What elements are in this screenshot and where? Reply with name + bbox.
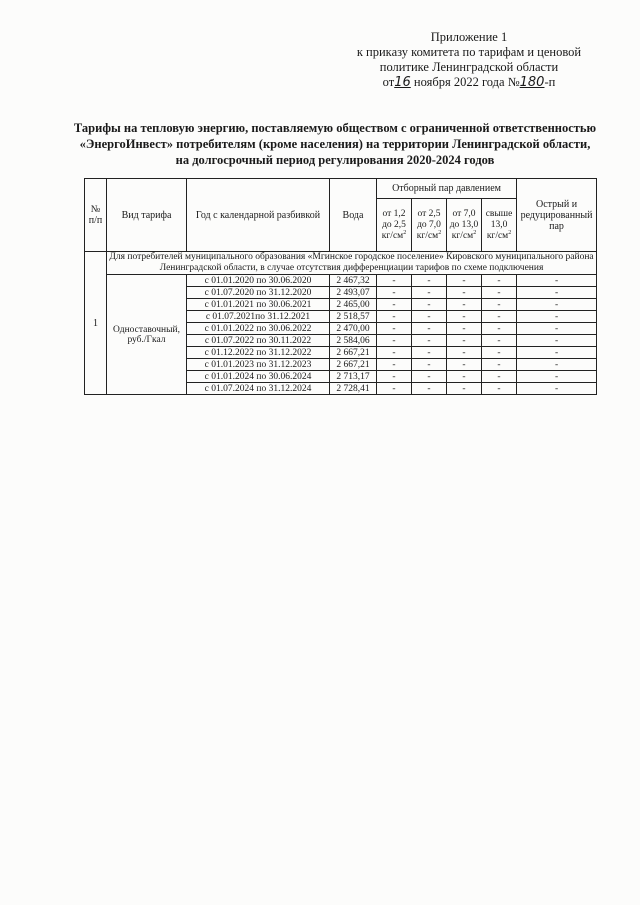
steam-tariff-cell: - xyxy=(377,383,412,395)
steam-tariff-cell: - xyxy=(412,287,447,299)
water-tariff-cell: 2 465,00 xyxy=(330,299,377,311)
steam-tariff-cell: - xyxy=(412,335,447,347)
steam-tariff-cell: - xyxy=(377,359,412,371)
steam-tariff-cell: - xyxy=(482,275,517,287)
tariff-table xyxy=(84,178,597,395)
steam-tariff-cell: - xyxy=(412,311,447,323)
water-tariff-cell: 2 584,06 xyxy=(330,335,377,347)
steam-tariff-cell: - xyxy=(377,311,412,323)
steam-tariff-cell: - xyxy=(412,323,447,335)
steam-tariff-cell: - xyxy=(482,335,517,347)
period-cell: с 01.07.2024 по 31.12.2024 xyxy=(187,383,330,395)
steam-tariff-cell: - xyxy=(447,383,482,395)
steam-tariff-cell: - xyxy=(412,275,447,287)
header-sharp-steam: Острый и редуцированный пар xyxy=(517,179,597,252)
steam-tariff-cell: - xyxy=(377,299,412,311)
steam-tariff-cell: - xyxy=(377,287,412,299)
header-pressure-4: свыше 13,0 $кг/см^2$ xyxy=(482,199,517,252)
steam-tariff-cell: - xyxy=(447,287,482,299)
appendix-title: Приложение 1 xyxy=(430,30,508,44)
steam-tariff-cell: - xyxy=(412,371,447,383)
appendix-month-year: ноября 2022 года № xyxy=(413,75,520,89)
water-tariff-cell: 2 467,32 xyxy=(330,275,377,287)
steam-tariff-cell: - xyxy=(377,275,412,287)
steam-tariff-cell: - xyxy=(447,347,482,359)
appendix-date-prefix: от xyxy=(382,75,395,89)
steam-tariff-cell: - xyxy=(517,287,597,299)
steam-tariff-cell: - xyxy=(517,275,597,287)
period-cell: с 01.07.2021по 31.12.2021 xyxy=(187,311,330,323)
steam-tariff-cell: - xyxy=(482,311,517,323)
water-tariff-cell: 2 713,17 xyxy=(330,371,377,383)
water-tariff-cell: 2 728,41 xyxy=(330,383,377,395)
steam-tariff-cell: - xyxy=(482,359,517,371)
steam-tariff-cell: - xyxy=(482,383,517,395)
steam-tariff-cell: - xyxy=(447,335,482,347)
title-line-3: на долгосрочный период регулирования 2020-2024 годов xyxy=(175,153,495,167)
header-pressure-1: от 1,2 до 2,5 $кг/см^2$ xyxy=(377,199,412,252)
water-tariff-cell: 2 518,57 xyxy=(330,311,377,323)
water-tariff-cell: 2 667,21 xyxy=(330,347,377,359)
period-cell: с 01.12.2022 по 31.12.2022 xyxy=(187,347,330,359)
steam-tariff-cell: - xyxy=(517,347,597,359)
period-cell: с 01.01.2024 по 30.06.2024 xyxy=(187,371,330,383)
steam-tariff-cell: - xyxy=(517,335,597,347)
water-tariff-cell: 2 667,21 xyxy=(330,359,377,371)
steam-tariff-cell: - xyxy=(517,299,597,311)
table-row xyxy=(85,275,597,287)
steam-tariff-cell: - xyxy=(482,287,517,299)
appendix-date-line xyxy=(354,75,584,90)
appendix-order-ref: к приказу комитета по тарифам и ценовой xyxy=(356,45,582,59)
steam-tariff-cell: - xyxy=(377,323,412,335)
document-title xyxy=(70,120,600,168)
steam-tariff-cell: - xyxy=(412,383,447,395)
steam-tariff-cell: - xyxy=(517,323,597,335)
steam-tariff-cell: - xyxy=(517,311,597,323)
header-steam-group: Отборный пар давлением xyxy=(377,179,517,199)
steam-tariff-cell: - xyxy=(447,323,482,335)
steam-tariff-cell: - xyxy=(447,275,482,287)
header-pressure-3: от 7,0 до 13,0 $кг/см^2$ xyxy=(447,199,482,252)
period-cell: с 01.01.2021 по 30.06.2021 xyxy=(187,299,330,311)
header-pressure-2: от 2,5 до 7,0 $кг/см^2$ xyxy=(412,199,447,252)
appendix-authority: политике Ленинградской области xyxy=(379,60,559,74)
appendix-day: 16 xyxy=(394,75,411,90)
steam-tariff-cell: - xyxy=(412,359,447,371)
steam-tariff-cell: - xyxy=(482,371,517,383)
steam-tariff-cell: - xyxy=(517,359,597,371)
period-cell: с 01.01.2020 по 30.06.2020 xyxy=(187,275,330,287)
header-num: № п/п xyxy=(85,179,107,252)
title-line-1: Тарифы на тепловую энергию, поставляемую обществом с ограниченной ответственностью xyxy=(73,121,597,135)
steam-tariff-cell: - xyxy=(447,371,482,383)
steam-tariff-cell: - xyxy=(482,347,517,359)
tariff-type-label: Одноставочный, руб./Гкал xyxy=(107,275,187,395)
consumer-description: Для потребителей муниципального образования «Мгинское городское поселение» Кировского муниципального района Ленинградской области, в случае отсутствия дифференциации тарифов по схеме подключения xyxy=(107,252,597,275)
steam-tariff-cell: - xyxy=(447,299,482,311)
steam-tariff-cell: - xyxy=(377,371,412,383)
steam-tariff-cell: - xyxy=(412,347,447,359)
row-number: 1 xyxy=(85,252,107,395)
header-tariff-type: Вид тарифа xyxy=(107,179,187,252)
steam-tariff-cell: - xyxy=(377,335,412,347)
steam-tariff-cell: - xyxy=(482,299,517,311)
steam-tariff-cell: - xyxy=(412,299,447,311)
steam-tariff-cell: - xyxy=(377,347,412,359)
appendix-order-number: 180 xyxy=(519,75,545,90)
header-water: Вода xyxy=(330,179,377,252)
steam-tariff-cell: - xyxy=(517,383,597,395)
water-tariff-cell: 2 493,07 xyxy=(330,287,377,299)
steam-tariff-cell: - xyxy=(447,359,482,371)
steam-tariff-cell: - xyxy=(517,371,597,383)
header-period: Год с календарной разбивкой xyxy=(187,179,330,252)
period-cell: с 01.01.2023 по 31.12.2023 xyxy=(187,359,330,371)
appendix-suffix: -п xyxy=(544,75,556,89)
steam-tariff-cell: - xyxy=(482,323,517,335)
period-cell: с 01.07.2022 по 30.11.2022 xyxy=(187,335,330,347)
period-cell: с 01.01.2022 по 30.06.2022 xyxy=(187,323,330,335)
water-tariff-cell: 2 470,00 xyxy=(330,323,377,335)
period-cell: с 01.07.2020 по 31.12.2020 xyxy=(187,287,330,299)
steam-tariff-cell: - xyxy=(447,311,482,323)
title-line-2: «ЭнергоИнвест» потребителям (кроме населения) на территории Ленинградской области, xyxy=(79,137,591,151)
appendix-header xyxy=(354,30,584,90)
